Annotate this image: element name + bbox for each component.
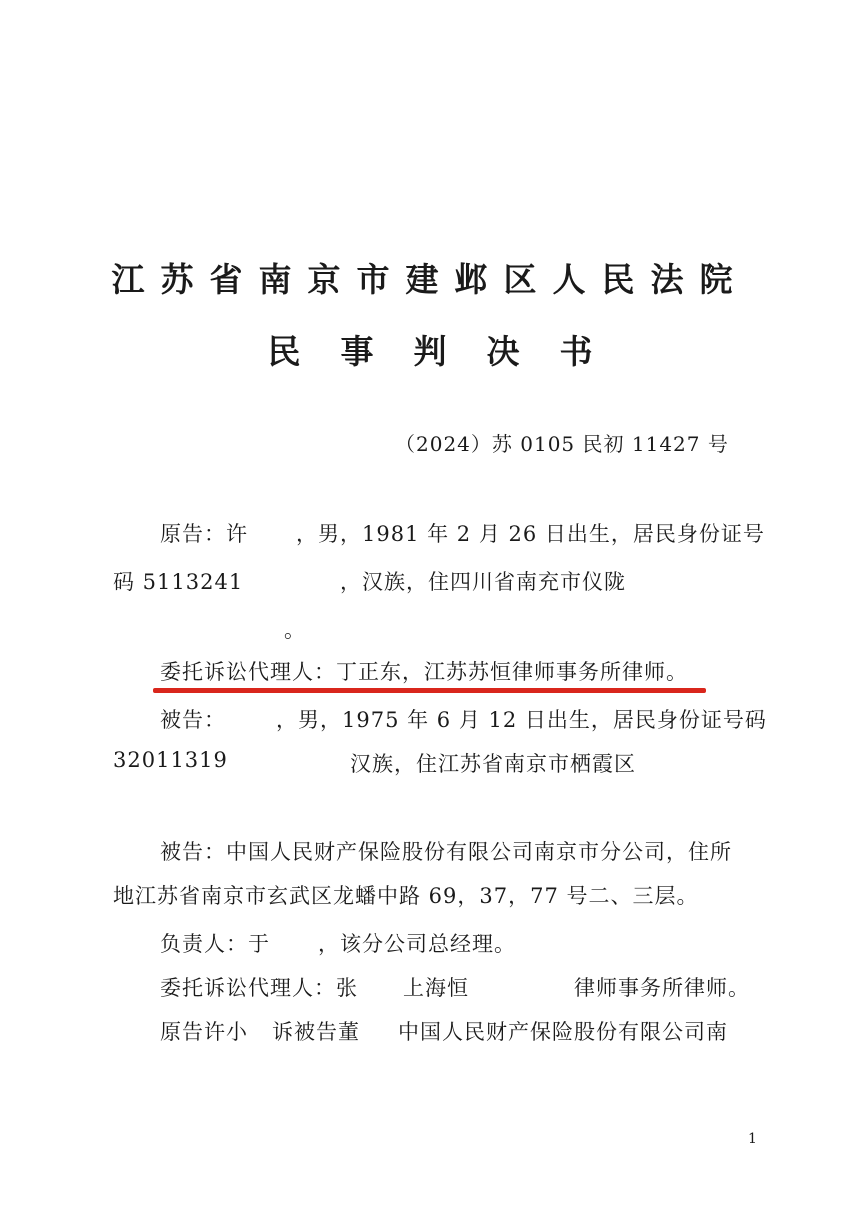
plaintiff-label: 原告：许 (160, 522, 248, 546)
defendant1-details: ，男，1975 年 6 月 12 日出生，居民身份证号码 (276, 708, 767, 732)
summary-part2: 诉被告董 (272, 1020, 360, 1044)
defendant-agent-firm-start: 上海恒 (403, 976, 469, 1000)
person-in-charge-label: 负责人：于 (160, 932, 270, 956)
summary-part3: 中国人民财产保险股份有限公司南 (398, 1020, 728, 1044)
summary-part1: 原告许小 (160, 1020, 248, 1044)
plaintiff-id-prefix: 码 5113241 (113, 570, 244, 594)
court-name: 江苏省南京市建邺区人民法院 (111, 260, 749, 299)
red-highlight-underline (153, 688, 706, 693)
defendant-agent-label: 委托诉讼代理人：张 (160, 976, 358, 1000)
plaintiff-residence-end: 。 (284, 618, 306, 642)
defendant2-line2: 地江苏省南京市玄武区龙蟠中路 69，37，77 号二、三层。 (113, 884, 699, 908)
plaintiff-residence: ，汉族，住四川省南充市仪陇 (340, 570, 626, 594)
defendant1-residence: 汉族，住江苏省南京市栖霞区 (350, 752, 636, 776)
defendant1-id-prefix: 32011319 (113, 748, 228, 772)
plaintiff-details: ，男，1981 年 2 月 26 日出生，居民身份证号 (296, 522, 765, 546)
defendant1-label: 被告： (160, 708, 226, 732)
defendant2-line1: 被告：中国人民财产保险股份有限公司南京市分公司，住所 (160, 840, 732, 864)
defendant-agent-firm-end: 律师事务所律师。 (574, 976, 750, 1000)
document-title: 民事判决书 (267, 332, 633, 371)
person-in-charge-title: ，该分公司总经理。 (318, 932, 516, 956)
case-number: （2024）苏 0105 民初 11427 号 (395, 432, 729, 456)
page-number: 1 (748, 1131, 757, 1147)
plaintiff-agent: 委托诉讼代理人：丁正东，江苏苏恒律师事务所律师。 (160, 660, 688, 684)
